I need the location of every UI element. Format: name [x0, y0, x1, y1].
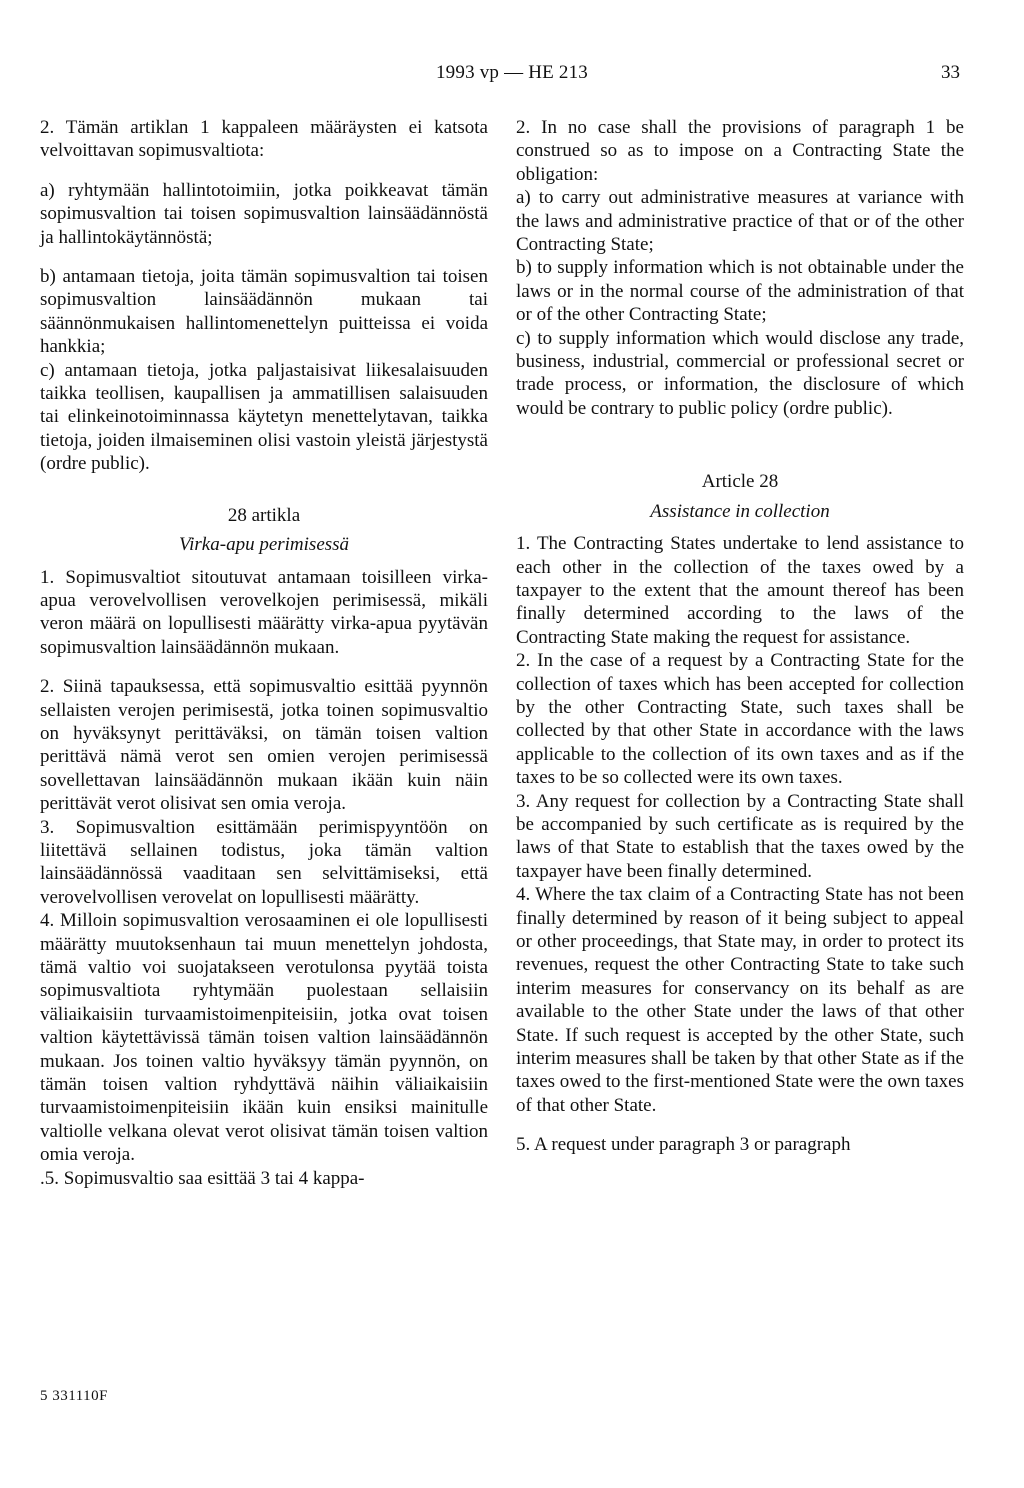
- english-column: [516, 116, 964, 1157]
- en-article-paragraph-2: 2. In the case of a request by a Contracting State for the collection of taxes which has been accepted for collection by the other Contracting State, such taxes shall be collected by that other State in accordance with the laws applicable to the collection of its own taxes and as if the taxes to be so collected were its own taxes.: [516, 650, 964, 789]
- fi-paragraph-2-c: c) antamaan tietoja, jotka paljastaisivat liikesalaisuuden taikka teollisen, kaupallisen ja ammatillisen salaisuuden tai elinkeinotoiminnassa käytetyn menettelytavan, taikka tietoja, joiden ilmaiseminen olisi vastoin yleistä järjestystä (ordre public).: [40, 359, 488, 475]
- fi-article-paragraph-5: .5. Sopimusvaltio saa esittää 3 tai 4 kappa-: [40, 1167, 365, 1189]
- fi-article-title: 28 artikla: [227, 504, 301, 526]
- footer-code: 5 331110F: [40, 1388, 108, 1404]
- fi-article-subtitle: Virka-apu perimisessä: [178, 534, 350, 556]
- en-article-paragraph-5: 5. A request under paragraph 3 or paragraph: [516, 1134, 851, 1156]
- finnish-column: [40, 116, 488, 1190]
- en-paragraph-2-intro: 2. In no case shall the provisions of paragraph 1 be construed so as to impose on a Contracting State the obligation:: [516, 117, 964, 185]
- fi-article-paragraph-3: 3. Sopimusvaltion esittämään perimispyyntöön on liitettävä sellainen todistus, joka tämän valtion lainsäädännössä vaaditaan sen selvittämiseksi, että verovelvollisen verovelat on lopullisesti määrätty.: [40, 816, 488, 908]
- en-article-paragraph-4: 4. Where the tax claim of a Contracting State has not been finally determined by reason of it being subject to appeal or other proceedings, that State may, in order to protect its revenues, request the other Contracting State to take such interim measures for conservancy on its behalf as are available to the other State under the laws of that other State. If such request is accepted by the other State, such interim measures shall be taken by that other State as if the taxes owed to the first-mentioned State were the own taxes of that other State.: [516, 884, 964, 1116]
- en-paragraph-2-c: c) to supply information which would disclose any trade, business, industrial, commercial or professional secret or trade process, or information, the disclosure of which would be contrary to public policy (ordre public).: [516, 327, 964, 419]
- fi-article-paragraph-1: 1. Sopimusvaltiot sitoutuvat antamaan toisilleen virka-apua verovelvollisen verovelkojen perimisessä, mikäli veron määrä on lopullisesti määrätty virka-apua pyytävän sopimusvaltion lainsäädännön mukaan.: [40, 566, 488, 658]
- en-article-title: Article 28: [701, 471, 779, 493]
- fi-article-paragraph-4: 4. Milloin sopimusvaltion verosaaminen ei ole lopullisesti määrätty muutoksenhaun tai muun menettelyn johdosta, tämä valtio voi suojatakseen verotulonsa pyytää toista sopimusvaltiota ryhtymään puolestaan sellaisiin väliaikaisiin turvaamistoimenpiteisiin, jotka ovat toisen valtion käytettävissä tämän toisen valtion lainsäädännön mukaan. Jos toinen valtio hyväksyy tämän pyynnön, on tämän toisen valtion ryhdyttävä näihin väliaikaisiin turvaamistoimenpiteisiin ikään kuin ensiksi mainitulle valtiolle velkana olevat verot olisivat tämän toisen valtion omia veroja.: [40, 910, 488, 1166]
- page-number: 33: [941, 62, 960, 83]
- en-article-paragraph-1: 1. The Contracting States undertake to lend assistance to each other in the collection of the taxes owed by a taxpayer to the extent that the amount thereof has been finally determined according to the laws of the Contracting State making the request for assistance.: [516, 533, 964, 648]
- fi-paragraph-2-a: a) ryhtymään hallintotoimiin, jotka poikkeavat tämän sopimusvaltion tai toisen sopimusvaltion lainsäädännöstä ja hallintokäytännöstä;: [40, 179, 488, 248]
- en-article-subtitle: Assistance in collection: [650, 500, 830, 522]
- fi-paragraph-2-intro: 2. Tämän artiklan 1 kappaleen määräysten ei katsota velvoittavan sopimusvaltiota:: [40, 117, 488, 162]
- en-article-paragraph-3: 3. Any request for collection by a Contracting State shall be accompanied by such certificate as is required by the laws of that State to establish that the taxes owed by the taxpayer have been finally determined.: [516, 790, 964, 882]
- fi-article-paragraph-2: 2. Siinä tapauksessa, että sopimusvaltio esittää pyynnön sellaisten verojen perimisestä, jotka toinen sopimusvaltio on hyväksynyt perittäväksi, on tämän toisen valtion perittävä nämä verot sen omien verojen perimisessä sovellettavan lainsäädännön mukaan ikään kuin näin perittävät verot olisivat sen omia veroja.: [40, 676, 488, 815]
- fi-paragraph-2-b: b) antamaan tietoja, joita tämän sopimusvaltion tai toisen sopimusvaltion lainsäädännön mukaan tai säännönmukaisen hallintomenettelyn puitteissa ei voida hankkia;: [40, 266, 488, 358]
- running-header: 1993 vp — HE 213: [435, 62, 589, 83]
- en-paragraph-2-b: b) to supply information which is not obtainable under the laws or in the normal course of the administration of that or of the other Contracting State;: [516, 257, 964, 326]
- en-paragraph-2-a: a) to carry out administrative measures at variance with the laws and administrative practice of that or of the other Contracting State;: [516, 187, 964, 256]
